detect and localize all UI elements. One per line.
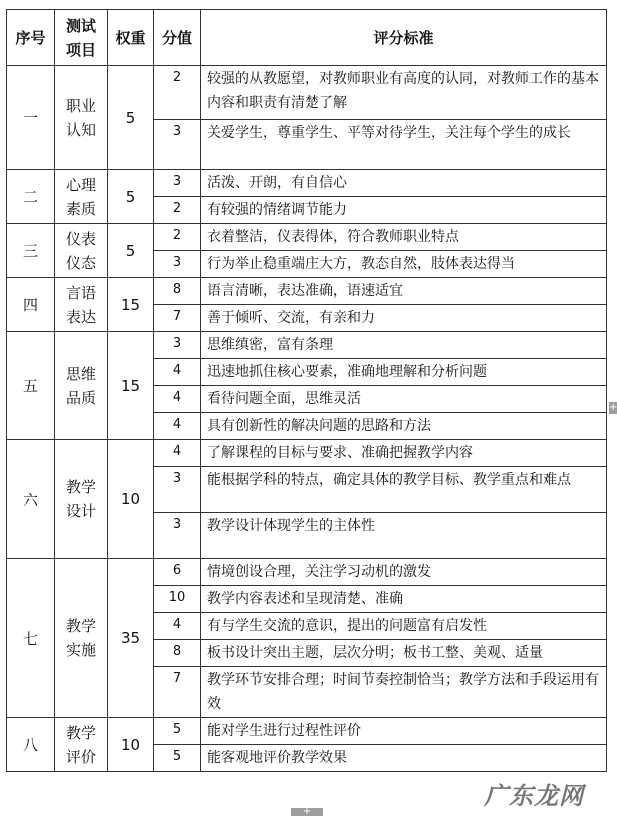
criteria-cell: 教学内容表述和呈现清楚、准确 <box>201 586 607 613</box>
criteria-cell: 较强的从教愿望，对教师职业有高度的认同，对教师工作的基本内容和职责有清楚了解 <box>201 66 607 120</box>
header-seq: 序号 <box>7 10 55 66</box>
group-weight-text: 5 <box>125 241 136 260</box>
group-item <box>55 332 108 440</box>
group-seq-text: 六 <box>22 490 38 509</box>
group-seq-text: 三 <box>22 242 38 260</box>
table-row <box>7 278 607 305</box>
group-seq <box>7 718 55 772</box>
criteria-cell: 能对学生进行过程性评价 <box>201 718 607 745</box>
group-seq <box>7 224 55 278</box>
criteria-cell: 有与学生交流的意识，提出的问题富有启发性 <box>201 613 607 640</box>
header-row <box>7 10 607 66</box>
table-row <box>7 718 607 745</box>
group-item <box>55 278 108 332</box>
group-seq-text: 五 <box>22 377 38 395</box>
group-seq-text: 二 <box>22 188 38 206</box>
score-cell: 5 <box>154 745 201 772</box>
scoring-table <box>6 9 607 772</box>
score-cell: 4 <box>154 386 201 413</box>
score-cell: 2 <box>154 197 201 224</box>
group-weight-text: 35 <box>120 629 141 647</box>
table-row <box>7 559 607 586</box>
criteria-cell: 迅速地抓住核心要素，准确地理解和分析问题 <box>201 359 607 386</box>
score-cell: 4 <box>154 359 201 386</box>
criteria-cell: 教学环节安排合理；时间节奏控制恰当；教学方法和手段运用有效 <box>201 667 607 718</box>
group-seq-text: 八 <box>22 736 38 754</box>
group-weight <box>108 559 154 718</box>
group-seq <box>7 332 55 440</box>
header-weight: 权重 <box>108 10 154 66</box>
score-cell: 7 <box>154 667 201 718</box>
score-cell: 3 <box>154 467 201 513</box>
group-item-text: 教学实施 <box>65 617 96 659</box>
group-seq <box>7 170 55 224</box>
header-item-text: 测试项目 <box>65 16 96 59</box>
group-item <box>55 170 108 224</box>
group-weight <box>108 278 154 332</box>
criteria-cell: 能根据学科的特点，确定具体的教学目标、教学重点和难点 <box>201 467 607 513</box>
group-item-text: 思维品质 <box>65 364 96 407</box>
group-item <box>55 440 108 559</box>
expand-handle-right[interactable]: + <box>609 402 617 413</box>
group-weight <box>108 170 154 224</box>
group-item-text: 教学设计 <box>65 478 96 520</box>
criteria-cell: 能客观地评价教学效果 <box>201 745 607 772</box>
score-cell: 10 <box>154 586 201 613</box>
score-cell: 3 <box>154 332 201 359</box>
criteria-cell: 思维缜密，富有条理 <box>201 332 607 359</box>
group-seq-text: 一 <box>22 109 38 127</box>
score-cell: 5 <box>154 718 201 745</box>
score-cell: 8 <box>154 278 201 305</box>
score-cell: 3 <box>154 513 201 559</box>
score-cell: 8 <box>154 640 201 667</box>
group-seq <box>7 66 55 170</box>
group-weight-text: 10 <box>120 490 141 508</box>
table-row <box>7 332 607 359</box>
group-seq <box>7 559 55 718</box>
score-cell: 2 <box>154 224 201 251</box>
group-weight <box>108 224 154 278</box>
header-item <box>55 10 108 66</box>
criteria-cell: 善于倾听、交流，有亲和力 <box>201 305 607 332</box>
criteria-cell: 看待问题全面，思维灵活 <box>201 386 607 413</box>
score-cell: 4 <box>154 440 201 467</box>
criteria-cell: 有较强的情绪调节能力 <box>201 197 607 224</box>
score-cell: 4 <box>154 413 201 440</box>
criteria-cell: 语言清晰，表达准确，语速适宜 <box>201 278 607 305</box>
score-cell: 3 <box>154 251 201 278</box>
criteria-cell: 情境创设合理，关注学习动机的激发 <box>201 559 607 586</box>
criteria-cell: 行为举止稳重端庄大方，教态自然，肢体表达得当 <box>201 251 607 278</box>
group-item <box>55 224 108 278</box>
group-weight-text: 5 <box>125 187 136 206</box>
criteria-cell: 活泼、开朗，有自信心 <box>201 170 607 197</box>
group-weight-text: 10 <box>120 735 141 754</box>
group-seq <box>7 278 55 332</box>
criteria-cell: 关爱学生，尊重学生、平等对待学生，关注每个学生的成长 <box>201 120 607 170</box>
score-cell: 3 <box>154 120 201 170</box>
group-weight <box>108 66 154 170</box>
score-cell: 2 <box>154 66 201 120</box>
group-weight-text: 5 <box>125 108 136 127</box>
table-row <box>7 170 607 197</box>
group-item-text: 教学评价 <box>65 723 96 766</box>
group-item-text: 心理素质 <box>65 175 96 218</box>
criteria-cell: 板书设计突出主题，层次分明；板书工整、美观、适量 <box>201 640 607 667</box>
expand-handle-bottom[interactable]: + <box>291 808 323 816</box>
header-score: 分值 <box>154 10 201 66</box>
score-cell: 3 <box>154 170 201 197</box>
group-weight <box>108 718 154 772</box>
score-cell: 6 <box>154 559 201 586</box>
criteria-cell: 具有创新性的解决问题的思路和方法 <box>201 413 607 440</box>
group-seq <box>7 440 55 559</box>
group-item <box>55 559 108 718</box>
group-weight <box>108 332 154 440</box>
score-cell: 4 <box>154 613 201 640</box>
group-weight <box>108 440 154 559</box>
group-item-text: 职业认知 <box>65 96 96 139</box>
table-row <box>7 66 607 120</box>
group-item-text: 仪表仪态 <box>65 229 96 272</box>
group-item <box>55 66 108 170</box>
group-item <box>55 718 108 772</box>
group-seq-text: 七 <box>22 629 38 648</box>
table-row <box>7 224 607 251</box>
group-seq-text: 四 <box>22 296 38 314</box>
table-row <box>7 440 607 467</box>
group-weight-text: 15 <box>120 376 141 395</box>
score-cell: 7 <box>154 305 201 332</box>
criteria-cell: 教学设计体现学生的主体性 <box>201 513 607 559</box>
group-item-text: 言语表达 <box>65 283 96 326</box>
header-criteria: 评分标准 <box>201 10 607 66</box>
watermark-logo: 广东龙网 <box>484 782 584 810</box>
criteria-cell: 了解课程的目标与要求、准确把握教学内容 <box>201 440 607 467</box>
group-weight-text: 15 <box>120 295 141 314</box>
criteria-cell: 衣着整洁，仪表得体，符合教师职业特点 <box>201 224 607 251</box>
